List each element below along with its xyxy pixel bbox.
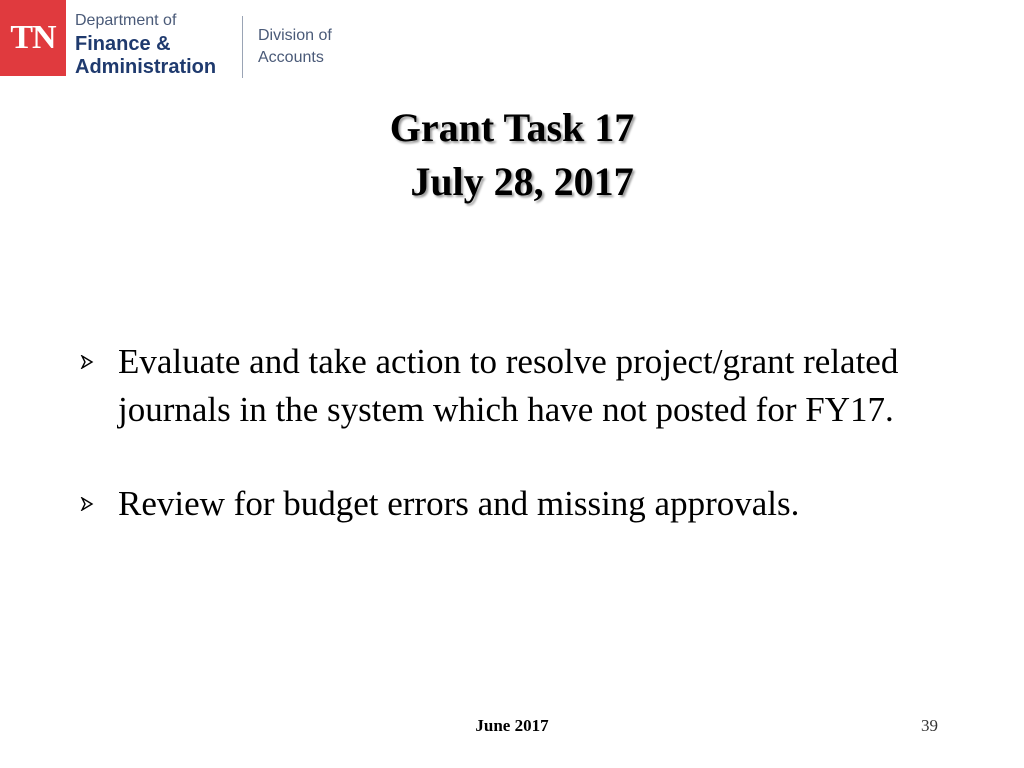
- arrow-bullet-icon: [80, 355, 94, 369]
- tn-logo-badge: TN: [0, 0, 66, 76]
- bullet-text: Evaluate and take action to resolve project/grant related journals in the system which have not posted for FY17.: [118, 342, 899, 429]
- arrow-bullet-icon: [80, 497, 94, 511]
- slide-subtitle-date: July 28, 2017: [410, 159, 634, 204]
- page-number: 39: [921, 716, 938, 735]
- bullet-item: [78, 338, 958, 434]
- logo-divider: [242, 16, 243, 78]
- bullet-text: Review for budget errors and missing approvals.: [118, 484, 800, 523]
- slide-title: Grant Task 17: [389, 105, 635, 150]
- department-name-line1: Finance &: [75, 33, 171, 55]
- department-label: Department of: [75, 12, 177, 29]
- department-logo: [0, 0, 360, 80]
- bullet-list: [78, 338, 958, 528]
- bullet-item: [78, 480, 958, 528]
- division-name: Accounts: [258, 49, 324, 66]
- footer-date: June 2017: [475, 716, 549, 735]
- department-name-line2: Administration: [75, 56, 217, 78]
- division-label: Division of: [258, 27, 332, 44]
